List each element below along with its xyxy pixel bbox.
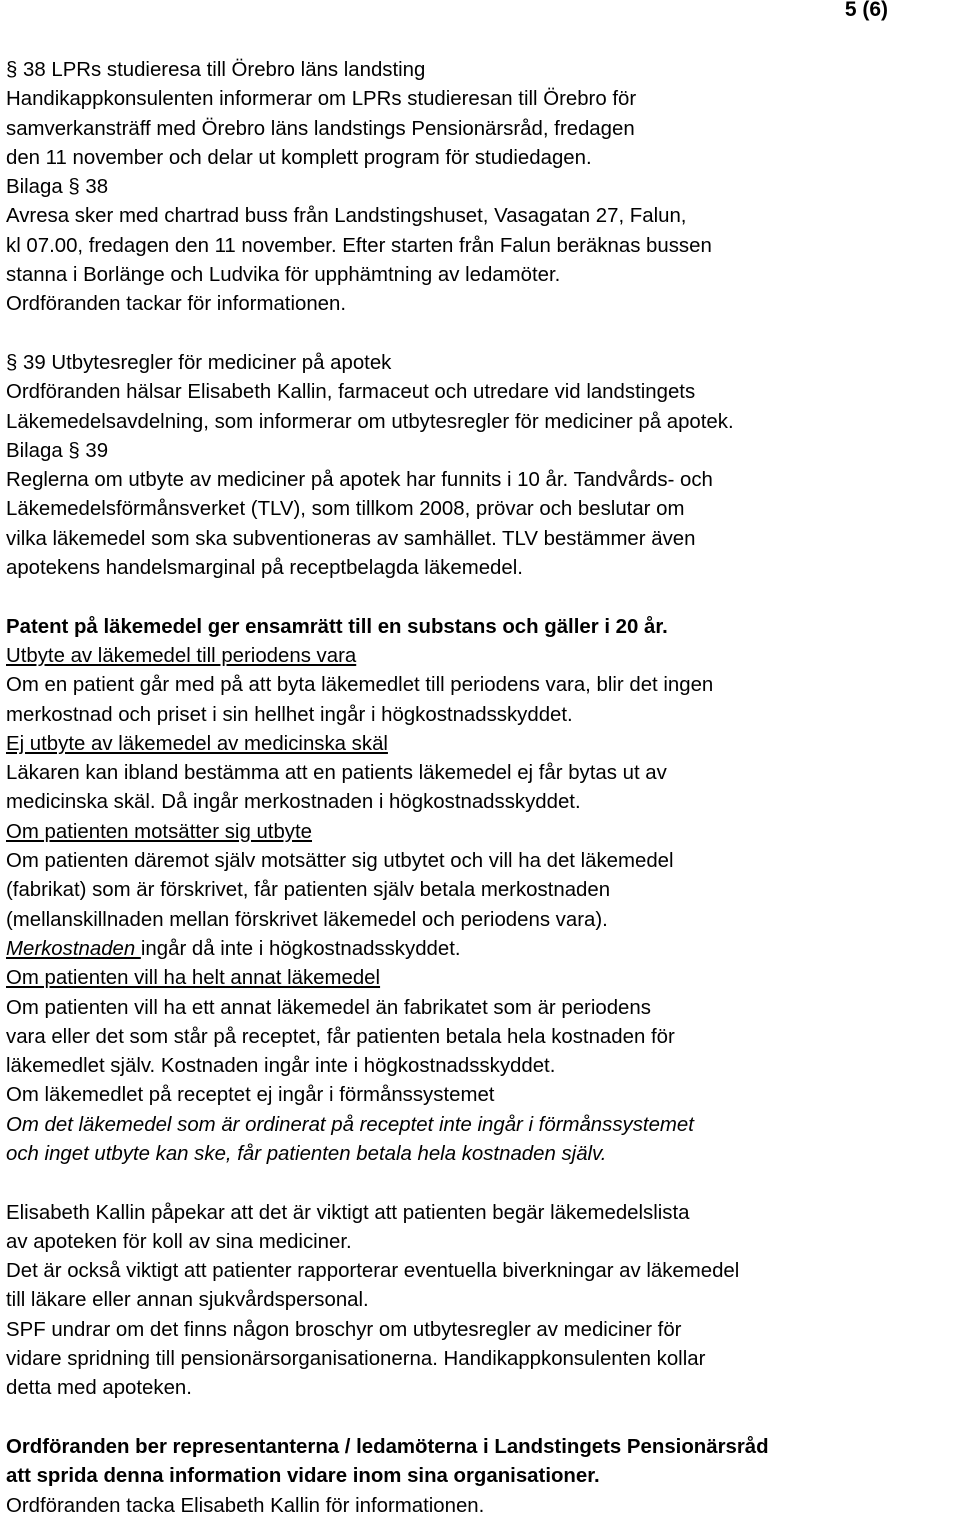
- s38-line: Ordföranden tackar för informationen.: [6, 293, 347, 316]
- s39-intro-line: Ordföranden hälsar Elisabeth Kallin, farmaceut och utredare vid landstingets: [6, 381, 696, 404]
- attachment-reference-39: Bilaga § 39: [6, 439, 109, 462]
- sub3-line: (fabrikat) som är förskrivet, får patienten själv betala merkostnaden: [6, 879, 611, 902]
- s39-intro-line: apotekens handelsmarginal på receptbelagda läkemedel.: [6, 557, 523, 580]
- section-39-heading: § 39 Utbytesregler för mediciner på apotek: [6, 351, 392, 374]
- s38-line: stanna i Borlänge och Ludvika för upphämtning av ledamöter.: [6, 264, 561, 287]
- patent-statement: Patent på läkemedel ger ensamrätt till en substans och gäller i 20 år.: [6, 615, 668, 638]
- sub1-line: Om en patient går med på att byta läkemedlet till periodens vara, blir det ingen: [6, 674, 714, 697]
- subheading-medical-reasons-text: Ej utbyte av läkemedel av medicinska skäl: [6, 732, 388, 755]
- sub3-last-line: [6, 935, 958, 964]
- closing-line: detta med apoteken.: [6, 1377, 192, 1400]
- closing-line: av apoteken för koll av sina mediciner.: [6, 1230, 352, 1253]
- closing-line: SPF undrar om det finns någon broschyr om utbytesregler av mediciner för: [6, 1318, 682, 1341]
- closing-line: Elisabeth Kallin påpekar att det är viktigt att patienten begär läkemedelslista: [6, 1201, 690, 1224]
- s39-intro-line: vilka läkemedel som ska subventioneras av samhället. TLV bestämmer även: [6, 527, 696, 550]
- attachment-reference-38: Bilaga § 38: [6, 176, 109, 199]
- page-number: 5 (6): [844, 0, 888, 21]
- s39-intro-line: Läkemedelsavdelning, som informerar om utbytesregler för mediciner på apotek.: [6, 410, 734, 433]
- subheading-other-medicine-text: Om patienten vill ha helt annat läkemedel: [6, 967, 381, 990]
- subheading-other-medicine: [6, 964, 958, 993]
- subheading-period-substitution-text: Utbyte av läkemedel till periodens vara: [6, 644, 357, 667]
- sub4-italic-line: och inget utbyte kan ske, får patienten betala hela kostnaden själv.: [6, 1142, 607, 1165]
- sub3-line: Om patienten däremot själv motsätter sig utbytet och vill ha det läkemedel: [6, 850, 674, 873]
- section-38-heading: § 38 LPRs studieresa till Örebro läns landsting: [6, 59, 426, 81]
- s38-line: Handikappkonsulenten informerar om LPRs studieresan till Örebro för: [6, 88, 637, 111]
- subheading-period-substitution: [6, 642, 958, 671]
- subheading-patient-refuses: [6, 818, 958, 847]
- s38-line: samverkansträff med Örebro läns landstings Pensionärsråd, fredagen: [6, 117, 635, 140]
- s38-line: kl 07.00, fredagen den 11 november. Efter starten från Falun beräknas bussen: [6, 234, 712, 257]
- s38-line: Avresa sker med chartrad buss från Landstingshuset, Vasagatan 27, Falun,: [6, 205, 687, 228]
- final-line: Ordföranden tacka Elisabeth Kallin för informationen.: [6, 1494, 485, 1517]
- closing-line: till läkare eller annan sjukvårdspersonal.: [6, 1289, 369, 1312]
- sub2-line: Läkaren kan ibland bestämma att en patients läkemedel ej får bytas ut av: [6, 762, 667, 785]
- closing-line: Det är också viktigt att patienter rapporterar eventuella biverkningar av läkemedel: [6, 1260, 740, 1283]
- subheading-medical-reasons: [6, 730, 958, 759]
- subheading-patient-refuses-text: Om patienten motsätter sig utbyte: [6, 820, 313, 843]
- sub4-line: läkemedlet själv. Kostnaden ingår inte i högkostnadsskyddet.: [6, 1055, 556, 1078]
- final-bold-line: Ordföranden ber representanterna / ledamöterna i Landstingets Pensionärsråd: [6, 1435, 769, 1458]
- sub4-line: vara eller det som står på receptet, får patienten betala hela kostnaden för: [6, 1025, 675, 1048]
- sub4-line: Om patienten vill ha ett annat läkemedel än fabrikatet som är periodens: [6, 996, 651, 1019]
- sub3-last-line-rest: ingår då inte i högkostnadsskyddet.: [140, 937, 461, 960]
- s38-line: den 11 november och delar ut komplett program för studiedagen.: [6, 146, 592, 169]
- closing-line: vidare spridning till pensionärsorganisationerna. Handikappkonsulenten kollar: [6, 1348, 706, 1371]
- s39-intro-line: Läkemedelsförmånsverket (TLV), som tillkom 2008, prövar och beslutar om: [6, 498, 685, 521]
- sub1-line: merkostnad och priset i sin hellhet ingår i högkostnadsskyddet.: [6, 703, 573, 726]
- merkostnaden-term: Merkostnaden: [6, 937, 141, 960]
- final-bold-line: att sprida denna information vidare inom sina organisationer.: [6, 1465, 600, 1488]
- sub3-line: (mellanskillnaden mellan förskrivet läkemedel och periodens vara).: [6, 908, 608, 931]
- sub2-line: medicinska skäl. Då ingår merkostnaden i högkostnadsskyddet.: [6, 791, 581, 814]
- sub4-italic-line: Om det läkemedel som är ordinerat på receptet inte ingår i förmånssystemet: [6, 1113, 694, 1136]
- sub4-line: Om läkemedlet på receptet ej ingår i förmånssystemet: [6, 1084, 495, 1107]
- s39-intro-line: Reglerna om utbyte av mediciner på apotek har funnits i 10 år. Tandvårds- och: [6, 469, 713, 492]
- document-body: [6, 56, 958, 1521]
